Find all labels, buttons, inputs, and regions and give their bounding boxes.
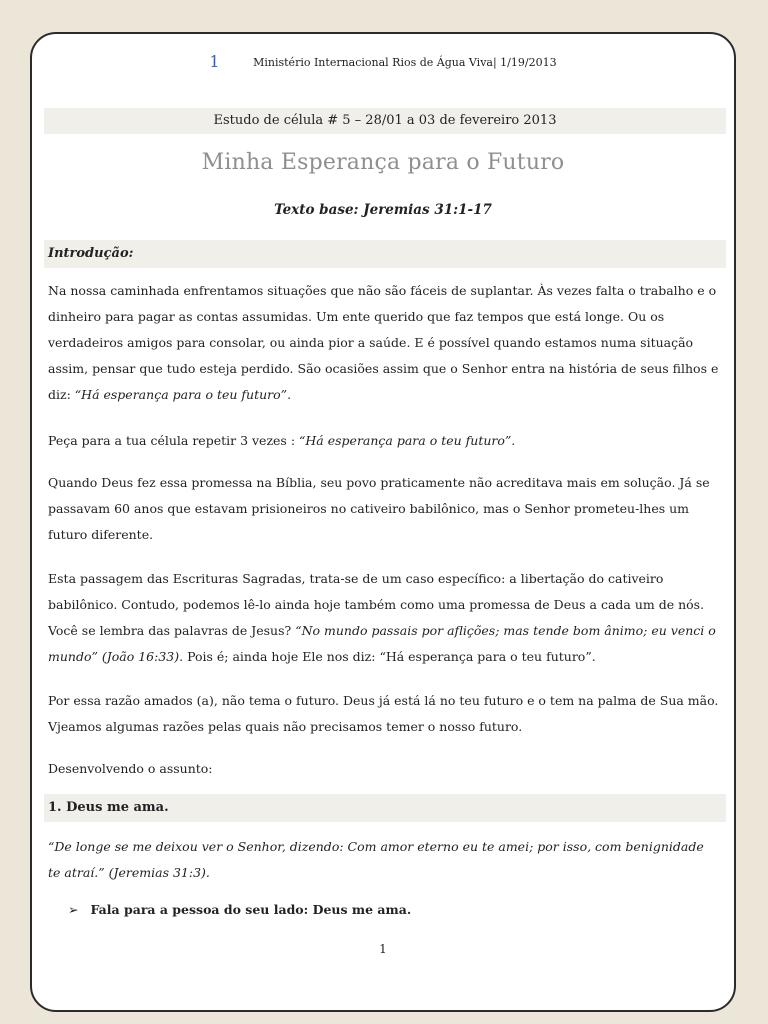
paragraph-4-text-a: Esta passagem das Escrituras Sagradas, trata-se de um caso específico: a libertação do cativeiro babilônico. Contudo, podemos lê-lo ainda hoje também como uma promessa de Deus a cada um de nós. Você se lembra das palavras de Jesus? — [48, 571, 705, 638]
paragraph-2 — [48, 428, 720, 454]
section-1-heading: 1. Deus me ama. — [44, 794, 726, 822]
paragraph-6: Desenvolvendo o assunto: — [48, 761, 213, 776]
arrow-bullet-icon: ➢ — [68, 902, 79, 917]
header-text: Ministério Internacional Rios de Água Viva| 1/19/2013 — [253, 56, 557, 69]
paragraph-4-quote: “No mundo passais por aflições; mas tende bom ânimo; eu venci o mundo” (João 16:33). — [48, 623, 716, 664]
header-page-number: 1 — [209, 52, 220, 71]
quote-1: “De longe se me deixou ver o Senhor, dizendo: Com amor eterno eu te amei; por isso, com benignidade te atraí.” (Jeremias 31:3). — [48, 839, 704, 880]
paragraph-1-end: . — [287, 387, 292, 402]
footer-page-number: 1 — [379, 942, 387, 956]
paragraph-1-quote: “Há esperança para o teu futuro” — [74, 387, 288, 402]
document-page — [30, 32, 736, 1012]
paragraph-2-quote: “Há esperança para o teu futuro” — [299, 433, 512, 448]
paragraph-4 — [48, 566, 720, 670]
bullet-text: Fala para a pessoa do seu lado: Deus me ama. — [90, 902, 412, 917]
document-title: Minha Esperança para o Futuro — [201, 150, 565, 175]
study-line: Estudo de célula # 5 – 28/01 a 03 de fevereiro 2013 — [44, 108, 726, 134]
paragraph-5: Por essa razão amados (a), não tema o futuro. Deus já está lá no teu futuro e o tem na palma de Sua mão. Vjeamos algumas razões pelas quais não precisamos temer o nosso futuro. — [48, 693, 719, 734]
paragraph-4-text-b: Pois é; ainda hoje Ele nos diz: “Há esperança para o teu futuro”. — [183, 649, 596, 664]
base-text: Texto base: Jeremias 31:1-17 — [274, 202, 492, 218]
bullet-item — [68, 902, 411, 917]
paragraph-1 — [48, 278, 720, 408]
paragraph-1-text: Na nossa caminhada enfrentamos situações que não são fáceis de suplantar. Às vezes falta o trabalho e o dinheiro para pagar as contas assumidas. Um ente querido que faz tempos que está longe. Ou os verdadeiros amigos para consolar, ou ainda pior a saúde. E é possível quando estamos numa situação assim, pensar que tudo esteja perdido. São ocasiões assim que o Senhor entra na história de seus filhos e diz: — [48, 283, 719, 402]
paragraph-2-end: . — [511, 433, 516, 448]
paragraph-2-text: Peça para a tua célula repetir 3 vezes : — [48, 433, 300, 448]
paragraph-3: Quando Deus fez essa promessa na Bíblia, seu povo praticamente não acreditava mais em solução. Já se passavam 60 anos que estavam prisioneiros no cativeiro babilônico, mas o Senhor prometeu-lhes um futuro diferente. — [48, 475, 710, 542]
intro-heading: Introdução: — [44, 240, 726, 268]
page-header — [32, 52, 734, 71]
